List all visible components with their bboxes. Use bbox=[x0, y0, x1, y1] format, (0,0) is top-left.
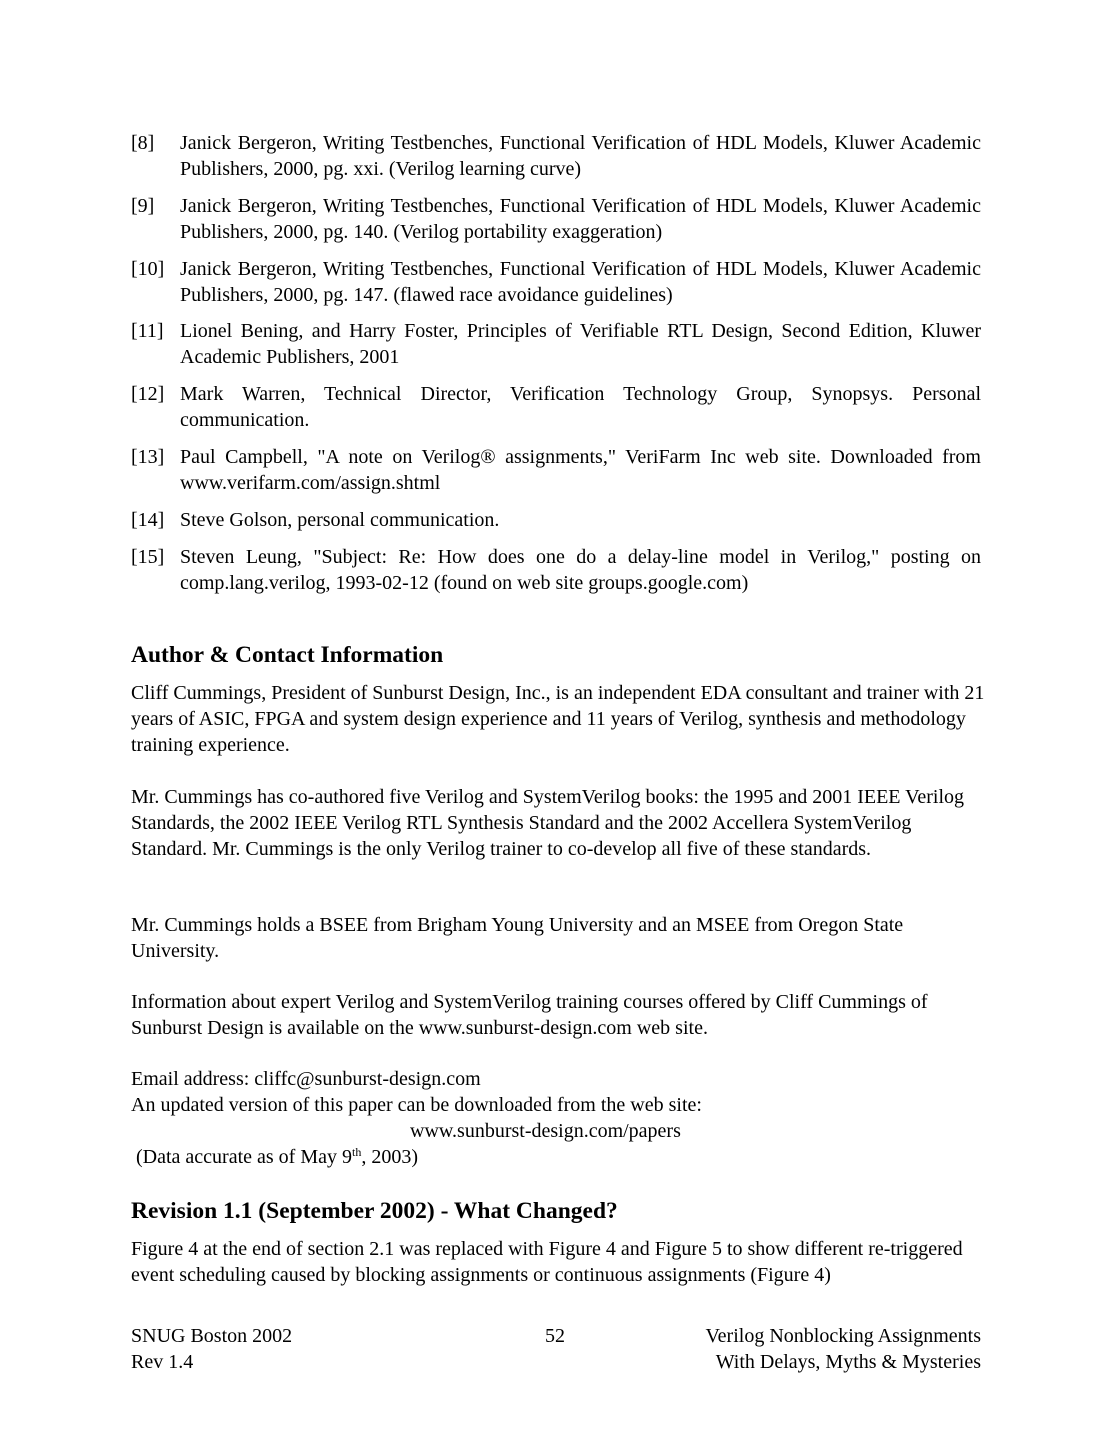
reference-number: [12] bbox=[131, 383, 165, 405]
author-paragraph-4: Information about expert Verilog and SystemVerilog training courses offered by Cliff Cummings of Sunburst Design is available on the www.sunburst-design.com web site. bbox=[131, 991, 928, 1039]
author-paragraph-3: Mr. Cummings holds a BSEE from Brigham Young University and an MSEE from Oregon State University. bbox=[131, 914, 904, 962]
page-number: 52 bbox=[545, 1325, 565, 1347]
reference-item bbox=[131, 382, 981, 433]
revision-heading: Revision 1.1 (September 2002) - What Changed? bbox=[131, 1198, 618, 1224]
footer-title-2: With Delays, Myths & Mysteries bbox=[715, 1351, 981, 1373]
footer-left bbox=[131, 1323, 292, 1375]
reference-number: [9] bbox=[131, 195, 155, 217]
date-year: , 2003) bbox=[361, 1146, 419, 1168]
author-paragraph-2: Mr. Cummings has co-authored five Verilog and SystemVerilog books: the 1995 and 2001 IEEE Verilog Standards, the 2002 IEEE Verilog RTL Synthesis Standard and the 2002 Accellera SystemVerilog Standard. Mr. Cummings is the only Verilog trainer to co-develop all five of these standards. bbox=[131, 786, 965, 860]
reference-text: Lionel Bening, and Harry Foster, Principles of Verifiable RTL Design, Second Edition, Kluwer Academic Publishers, 2001 bbox=[180, 320, 981, 368]
date-text: (Data accurate as of May 9 bbox=[131, 1146, 352, 1168]
reference-item bbox=[131, 131, 981, 182]
reference-item bbox=[131, 319, 981, 370]
reference-number: [15] bbox=[131, 546, 165, 568]
data-accuracy-date bbox=[131, 1144, 991, 1170]
reference-text: Steve Golson, personal communication. bbox=[180, 509, 500, 531]
revision-text: Figure 4 at the end of section 2.1 was replaced with Figure 4 and Figure 5 to show different re-triggered event scheduling caused by blocking assignments or continuous assignments (Figure 4) bbox=[131, 1238, 963, 1286]
reference-text: Janick Bergeron, Writing Testbenches, Functional Verification of HDL Models, Kluwer Academic Publishers, 2000, pg. 140. (Verilog portability exaggeration) bbox=[180, 195, 981, 243]
reference-text: Janick Bergeron, Writing Testbenches, Functional Verification of HDL Models, Kluwer Academic Publishers, 2000, pg. xxi. (Verilog learning curve) bbox=[180, 132, 981, 180]
reference-text: Janick Bergeron, Writing Testbenches, Functional Verification of HDL Models, Kluwer Academic Publishers, 2000, pg. 147. (flawed race avoidance guidelines) bbox=[180, 258, 981, 306]
reference-item bbox=[131, 257, 981, 308]
author-paragraph-1: Cliff Cummings, President of Sunburst Design, Inc., is an independent EDA consultant and trainer with 21 years of ASIC, FPGA and system design experience and 11 years of Verilog, synthesis and methodology training experience. bbox=[131, 682, 985, 756]
reference-item bbox=[131, 445, 981, 496]
reference-number: [11] bbox=[131, 320, 164, 342]
reference-item bbox=[131, 508, 981, 534]
footer-conference: SNUG Boston 2002 bbox=[131, 1325, 293, 1347]
date-superscript: th bbox=[352, 1145, 362, 1159]
reference-number: [14] bbox=[131, 509, 165, 531]
papers-url: www.sunburst-design.com/papers bbox=[410, 1120, 681, 1142]
reference-text: Paul Campbell, "A note on Verilog® assignments," VeriFarm Inc web site. Downloaded from www.verifarm.com/assign.shtml bbox=[180, 446, 981, 494]
update-line: An updated version of this paper can be downloaded from the web site: bbox=[131, 1094, 702, 1116]
reference-item bbox=[131, 194, 981, 245]
author-heading: Author & Contact Information bbox=[131, 642, 444, 668]
reference-item bbox=[131, 545, 981, 596]
reference-text: Mark Warren, Technical Director, Verification Technology Group, Synopsys. Personal communication. bbox=[180, 383, 981, 431]
reference-number: [8] bbox=[131, 132, 155, 154]
footer-right bbox=[705, 1323, 981, 1375]
footer-title-1: Verilog Nonblocking Assignments bbox=[705, 1325, 981, 1347]
email-line: Email address: cliffc@sunburst-design.com bbox=[131, 1068, 481, 1090]
reference-text: Steven Leung, "Subject: Re: How does one do a delay-line model in Verilog," posting on comp.lang.verilog, 1993-02-12 (found on web site groups.google.com) bbox=[180, 546, 981, 594]
reference-number: [13] bbox=[131, 446, 165, 468]
reference-number: [10] bbox=[131, 258, 165, 280]
footer-revision: Rev 1.4 bbox=[131, 1351, 194, 1373]
